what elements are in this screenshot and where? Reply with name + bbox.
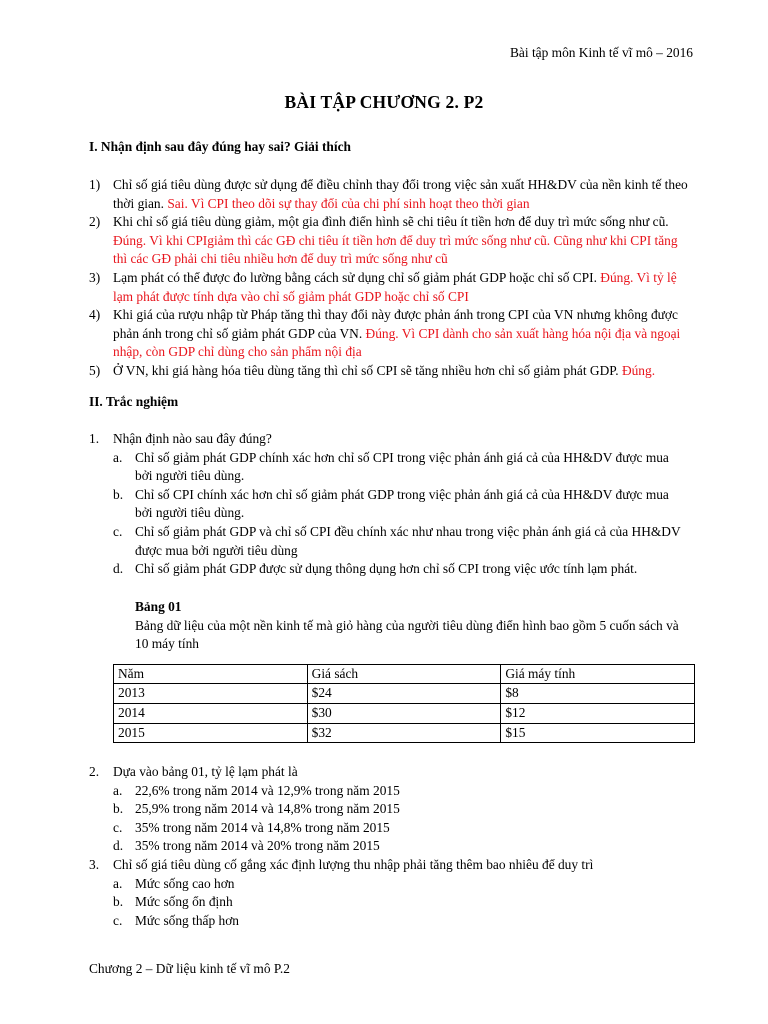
answer-text: Sai. Vì CPI theo dõi sự thay đổi của chi phí sinh hoạt theo thời gian bbox=[167, 195, 530, 211]
option-letter: c. bbox=[113, 912, 123, 928]
option-item bbox=[113, 800, 689, 819]
statement-item bbox=[89, 306, 689, 362]
page-header: Bài tập môn Kinh tế vĩ mô – 2016 bbox=[510, 45, 693, 60]
option-letter: d. bbox=[113, 838, 124, 854]
table-header-row bbox=[114, 664, 695, 684]
section-1-list bbox=[89, 176, 689, 381]
question-number: 1. bbox=[89, 431, 100, 446]
answer-text: Đúng. Vì tỷ lệ lạm phát được tính dựa vào chỉ số giảm phát GDP hoặc chỉ số CPI bbox=[113, 269, 677, 304]
question-text: Dựa vào bảng 01, tỷ lệ lạm phát là bbox=[113, 764, 298, 779]
table-block bbox=[113, 598, 695, 743]
question-1 bbox=[89, 430, 689, 579]
item-number: 5) bbox=[89, 362, 101, 378]
table-cell: 2014 bbox=[114, 703, 308, 723]
question-text: Chỉ số giá tiêu dùng cố gắng xác định lượng thu nhập phải tăng thêm bao nhiêu để duy trì bbox=[113, 856, 594, 872]
answer-text: Đúng. bbox=[621, 362, 656, 378]
table-row bbox=[114, 723, 695, 743]
price-table bbox=[113, 664, 695, 743]
option-item bbox=[113, 560, 689, 579]
table-header-cell: Giá sách bbox=[307, 664, 501, 684]
statement-text: Chỉ số giá tiêu dùng được sử dụng để điều chỉnh thay đổi trong việc sản xuất HH&DV của nền kinh tế theo thời gian. bbox=[113, 177, 688, 211]
option-text: Mức sống cao hơn bbox=[135, 875, 235, 891]
option-text: 22,6% trong năm 2014 và 12,9% trong năm 2015 bbox=[135, 782, 400, 798]
table-row bbox=[114, 703, 695, 723]
option-text: Chỉ số giảm phát GDP chính xác hơn chỉ số CPI trong việc phản ánh giá cả của HH&DV được mua bởi người tiêu dùng. bbox=[135, 449, 669, 484]
statement-text: Ở VN, khi giá hàng hóa tiêu dùng tăng thì chỉ số CPI sẽ tăng nhiều hơn chỉ số giảm phát GDP. bbox=[113, 362, 622, 378]
question-text: Nhận định nào sau đây đúng? bbox=[113, 431, 272, 446]
item-number: 3) bbox=[89, 269, 101, 285]
answer-text: Đúng. Vì khi CPIgiảm thì các GĐ chi tiêu ít tiền hơn để duy trì mức sống như cũ. Cũng như khi CPI tăng thì các GĐ phải chi tiêu nhiều hơn để duy trì mức sống như cũ bbox=[113, 232, 678, 267]
table-cell: 2015 bbox=[114, 723, 308, 743]
item-number: 4) bbox=[89, 307, 101, 323]
option-letter: a. bbox=[113, 875, 123, 891]
item-number: 1) bbox=[89, 177, 101, 192]
table-cell: $32 bbox=[307, 723, 501, 743]
option-item bbox=[113, 819, 689, 838]
option-item bbox=[113, 875, 689, 894]
option-letter: b. bbox=[113, 801, 124, 817]
table-cell: $30 bbox=[307, 703, 501, 723]
option-text: Mức sống thấp hơn bbox=[135, 912, 239, 928]
option-letter: c. bbox=[113, 819, 123, 835]
item-number: 2) bbox=[89, 214, 101, 230]
answer-text: Đúng. Vì CPI dành cho sản xuất hàng hóa nội địa và ngoại nhập, còn GDP chỉ dùng cho sản phẩm nội địa bbox=[113, 325, 681, 360]
table-cell: $12 bbox=[501, 703, 695, 723]
statement-item bbox=[89, 269, 689, 306]
option-text: Chỉ số CPI chính xác hơn chỉ số giảm phát GDP trong việc phản ánh giá cả của HH&DV được mua bởi người tiêu dùng. bbox=[135, 486, 669, 521]
question-2 bbox=[89, 763, 689, 930]
table-cell: $8 bbox=[501, 684, 695, 704]
table-cell: $24 bbox=[307, 684, 501, 704]
statement-item bbox=[89, 362, 689, 381]
table-title: Bảng 01 bbox=[135, 599, 182, 614]
statement-text: Lạm phát có thể được đo lường bằng cách sử dụng chỉ số giảm phát GDP hoặc chỉ số CPI. bbox=[113, 269, 601, 285]
option-letter: a. bbox=[113, 449, 123, 465]
question-item bbox=[89, 856, 689, 930]
table-header-cell: Năm bbox=[114, 664, 308, 684]
option-item bbox=[113, 782, 689, 801]
option-text: Mức sống ổn định bbox=[135, 894, 233, 910]
option-text: Chỉ số giảm phát GDP được sử dụng thông dụng hơn chỉ số CPI trong việc ước tính lạm phát. bbox=[135, 561, 638, 577]
option-letter: b. bbox=[113, 486, 124, 502]
option-item bbox=[113, 449, 689, 486]
statement-text: Khi giá của rượu nhập từ Pháp tăng thì thay đổi này được phản ánh trong CPI của VN nhưng không được phản ánh trong chỉ số giảm phát GDP của VN. bbox=[113, 307, 678, 341]
question-number: 3. bbox=[89, 856, 100, 872]
option-letter: b. bbox=[113, 894, 124, 910]
table-cell: 2013 bbox=[114, 684, 308, 704]
option-item bbox=[113, 912, 689, 931]
page-footer: Chương 2 – Dữ liệu kinh tế vĩ mô P.2 bbox=[89, 961, 290, 976]
question-item bbox=[89, 430, 689, 579]
option-letter: c. bbox=[113, 523, 123, 539]
question-number: 2. bbox=[89, 764, 100, 779]
page-title: BÀI TẬP CHƯƠNG 2. P2 bbox=[284, 92, 484, 112]
section-1-heading: I. Nhận định sau đây đúng hay sai? Giải thích bbox=[89, 139, 351, 154]
question-item bbox=[89, 763, 689, 856]
option-item bbox=[113, 837, 689, 856]
option-item bbox=[113, 523, 689, 560]
statement-item bbox=[89, 213, 689, 269]
option-item bbox=[113, 486, 689, 523]
option-text: 35% trong năm 2014 và 14,8% trong năm 2015 bbox=[135, 819, 390, 835]
section-2-heading: II. Trắc nghiệm bbox=[89, 394, 179, 409]
option-letter: a. bbox=[113, 782, 123, 798]
option-text: 35% trong năm 2014 và 20% trong năm 2015 bbox=[135, 838, 380, 854]
statement-item bbox=[89, 176, 689, 213]
table-header-cell: Giá máy tính bbox=[501, 664, 695, 684]
option-text: Chỉ số giảm phát GDP và chỉ số CPI đều chính xác như nhau trong việc phản ánh giá cả của HH&DV được mua bởi người tiêu dùng bbox=[135, 523, 681, 558]
option-letter: d. bbox=[113, 561, 124, 577]
option-item bbox=[113, 893, 689, 912]
table-row bbox=[114, 684, 695, 704]
statement-text: Khi chỉ số giá tiêu dùng giảm, một gia đình điển hình sẽ chi tiêu ít tiền hơn để duy trì mức sống như cũ. bbox=[113, 214, 669, 230]
table-cell: $15 bbox=[501, 723, 695, 743]
table-description: Bảng dữ liệu của một nền kinh tế mà giỏ hàng của người tiêu dùng điển hình bao gồm 5 cuốn sách và 10 máy tính bbox=[135, 617, 679, 652]
option-text: 25,9% trong năm 2014 và 14,8% trong năm 2015 bbox=[135, 801, 400, 817]
